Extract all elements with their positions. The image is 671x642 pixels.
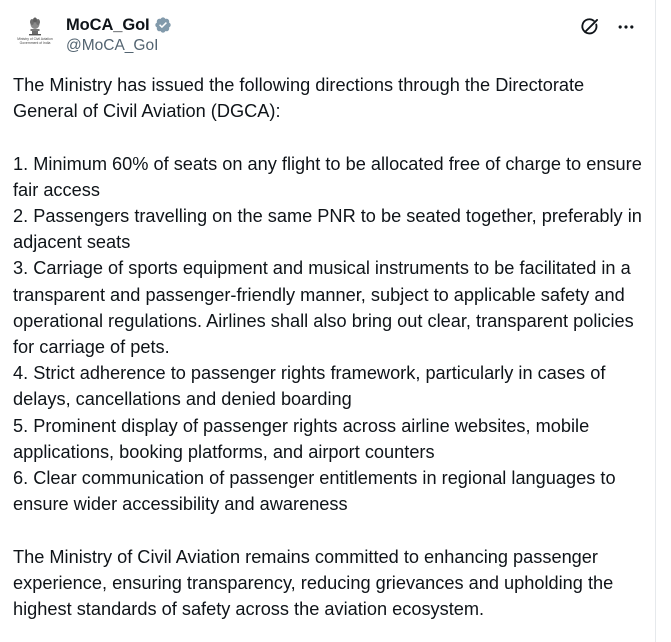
display-name-row [66, 14, 172, 36]
post-point-1: 1. Minimum 60% of seats on any flight to be allocated free of charge to ensure fair access [13, 153, 647, 200]
paragraph-gap [13, 124, 643, 150]
paragraph-gap [13, 517, 643, 543]
display-name[interactable]: MoCA_GoI [66, 15, 150, 34]
post-point-4: 4. Strict adherence to passenger rights framework, particularly in cases of delays, cancellations and denied boarding [13, 363, 611, 410]
header-actions [565, 16, 637, 38]
emblem-icon [27, 16, 43, 36]
post-point-6: 6. Clear communication of passenger entitlements in regional languages to ensure wider accessibility and awareness [13, 468, 621, 515]
post-point-5: 5. Prominent display of passenger rights across airline websites, mobile applications, booking platforms, and airport counters [13, 415, 595, 462]
column-divider [655, 0, 656, 642]
post-header [0, 10, 655, 66]
author-names [66, 14, 172, 55]
post-text [13, 72, 647, 622]
avatar-caption: Ministry of Civil Aviation Government of India [17, 37, 53, 45]
avatar[interactable] [12, 14, 58, 60]
grok-icon[interactable] [579, 16, 601, 38]
author-handle[interactable]: @MoCA_GoI [66, 37, 159, 54]
post-point-3: 3. Carriage of sports equipment and musical instruments to be facilitated in a transparent and passenger-friendly manner, subject to applicable safety and operational regulations. Airlines shall also bring out clear, transparent policies for carriage of pets. [13, 258, 639, 358]
post-point-2: 2. Passengers travelling on the same PNR to be seated together, preferably in adjacent seats [13, 206, 647, 253]
post-intro: The Ministry has issued the following directions through the Directorate General of Civil Aviation (DGCA): [13, 75, 590, 122]
more-icon[interactable] [615, 16, 637, 38]
verified-badge-icon[interactable] [154, 16, 172, 34]
post-closing: The Ministry of Civil Aviation remains committed to enhancing passenger experience, ensuring transparency, reducing grievances and upholding the highest standards of safety across the aviation ecosystem. [13, 546, 619, 620]
